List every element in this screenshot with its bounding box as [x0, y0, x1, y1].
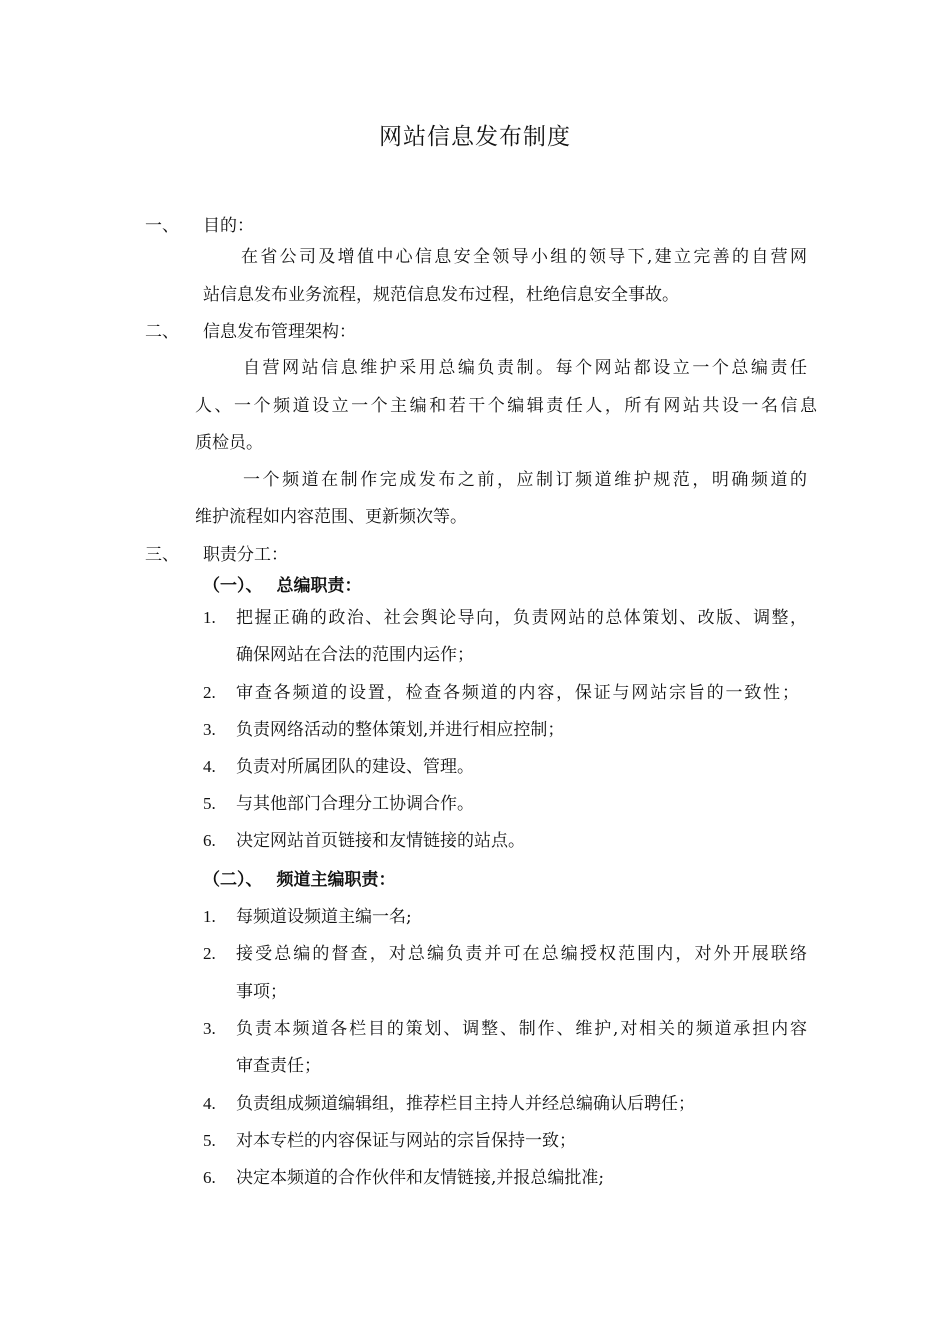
subsection-heading: [203, 575, 362, 597]
list-item-number: 1.: [203, 907, 216, 926]
list-item-line: 决定本频道的合作伙伴和友情链接,并报总编批准;: [236, 1168, 605, 1188]
list-item-number: 6.: [203, 831, 216, 850]
list-item-number: 2.: [203, 683, 216, 702]
list-item-number: 4.: [203, 757, 216, 776]
list-item-line: 审查各频道的设置，检查各频道的内容，保证与网站宗旨的一致性；: [236, 683, 799, 703]
list-item-line: 决定网站首页链接和友情链接的站点。: [236, 831, 525, 851]
list-item-line: 对本专栏的内容保证与网站的宗旨保持一致；: [236, 1131, 576, 1151]
list-item-number: 5.: [203, 794, 216, 813]
list-item-line: 与其他部门合理分工协调合作。: [236, 794, 474, 814]
section-number: 一、: [145, 216, 179, 236]
paragraph-line: 站信息发布业务流程，规范信息发布过程，杜绝信息安全事故。: [203, 285, 679, 305]
list-item-line: 确保网站在合法的范围内运作；: [236, 645, 474, 665]
list-item-number: 3.: [203, 1019, 216, 1038]
list-item-number: 6.: [203, 1168, 216, 1187]
paragraph-line: 一个频道在制作完成发布之前，应制订频道维护规范，明确频道的: [243, 470, 807, 490]
list-item-number: 1.: [203, 608, 216, 627]
list-item-number: 3.: [203, 720, 216, 739]
list-item-line: 接受总编的督查，对总编负责并可在总编授权范围内，对外开展联络: [236, 944, 807, 964]
list-item-line: 负责组成频道编辑组，推荐栏目主持人并经总编确认后聘任；: [236, 1094, 695, 1114]
subsection-number: （一）、: [203, 576, 263, 596]
list-item-line: 事项；: [236, 982, 287, 1002]
subsection-label: 总编职责：: [276, 576, 362, 596]
subsection-number: （二）、: [203, 870, 263, 890]
paragraph-line: 质检员。: [195, 433, 263, 453]
list-item-number: 5.: [203, 1131, 216, 1150]
list-item-line: 负责本频道各栏目的策划、调整、制作、维护,对相关的频道承担内容: [236, 1019, 807, 1039]
list-item-number: 4.: [203, 1094, 216, 1113]
section-heading: 目的：: [203, 216, 254, 236]
list-item-line: 审查责任；: [236, 1056, 321, 1076]
list-item-line: 把握正确的政治、社会舆论导向，负责网站的总体策划、改版、调整，: [236, 608, 807, 628]
paragraph-line: 维护流程如内容范围、更新频次等。: [195, 507, 467, 527]
section-heading: 信息发布管理架构：: [203, 322, 356, 342]
list-item-line: 负责网络活动的整体策划,并进行相应控制；: [236, 720, 565, 740]
section-number: 二、: [145, 322, 179, 342]
list-item-line: 每频道设频道主编一名;: [236, 907, 412, 927]
list-item-line: 负责对所属团队的建设、管理。: [236, 757, 474, 777]
page-title: 网站信息发布制度: [379, 124, 571, 150]
section-heading: 职责分工：: [203, 545, 288, 565]
section-number: 三、: [145, 545, 179, 565]
paragraph-line: 自营网站信息维护采用总编负责制。每个网站都设立一个总编责任: [243, 358, 807, 378]
list-item-number: 2.: [203, 944, 216, 963]
subsection-label: 频道主编职责：: [276, 870, 396, 890]
paragraph-line: 人、一个频道设立一个主编和若干个编辑责任人，所有网站共设一名信息: [195, 396, 817, 416]
paragraph-line: 在省公司及增值中心信息安全领导小组的领导下,建立完善的自营网: [241, 247, 807, 267]
subsection-heading: [203, 869, 396, 891]
